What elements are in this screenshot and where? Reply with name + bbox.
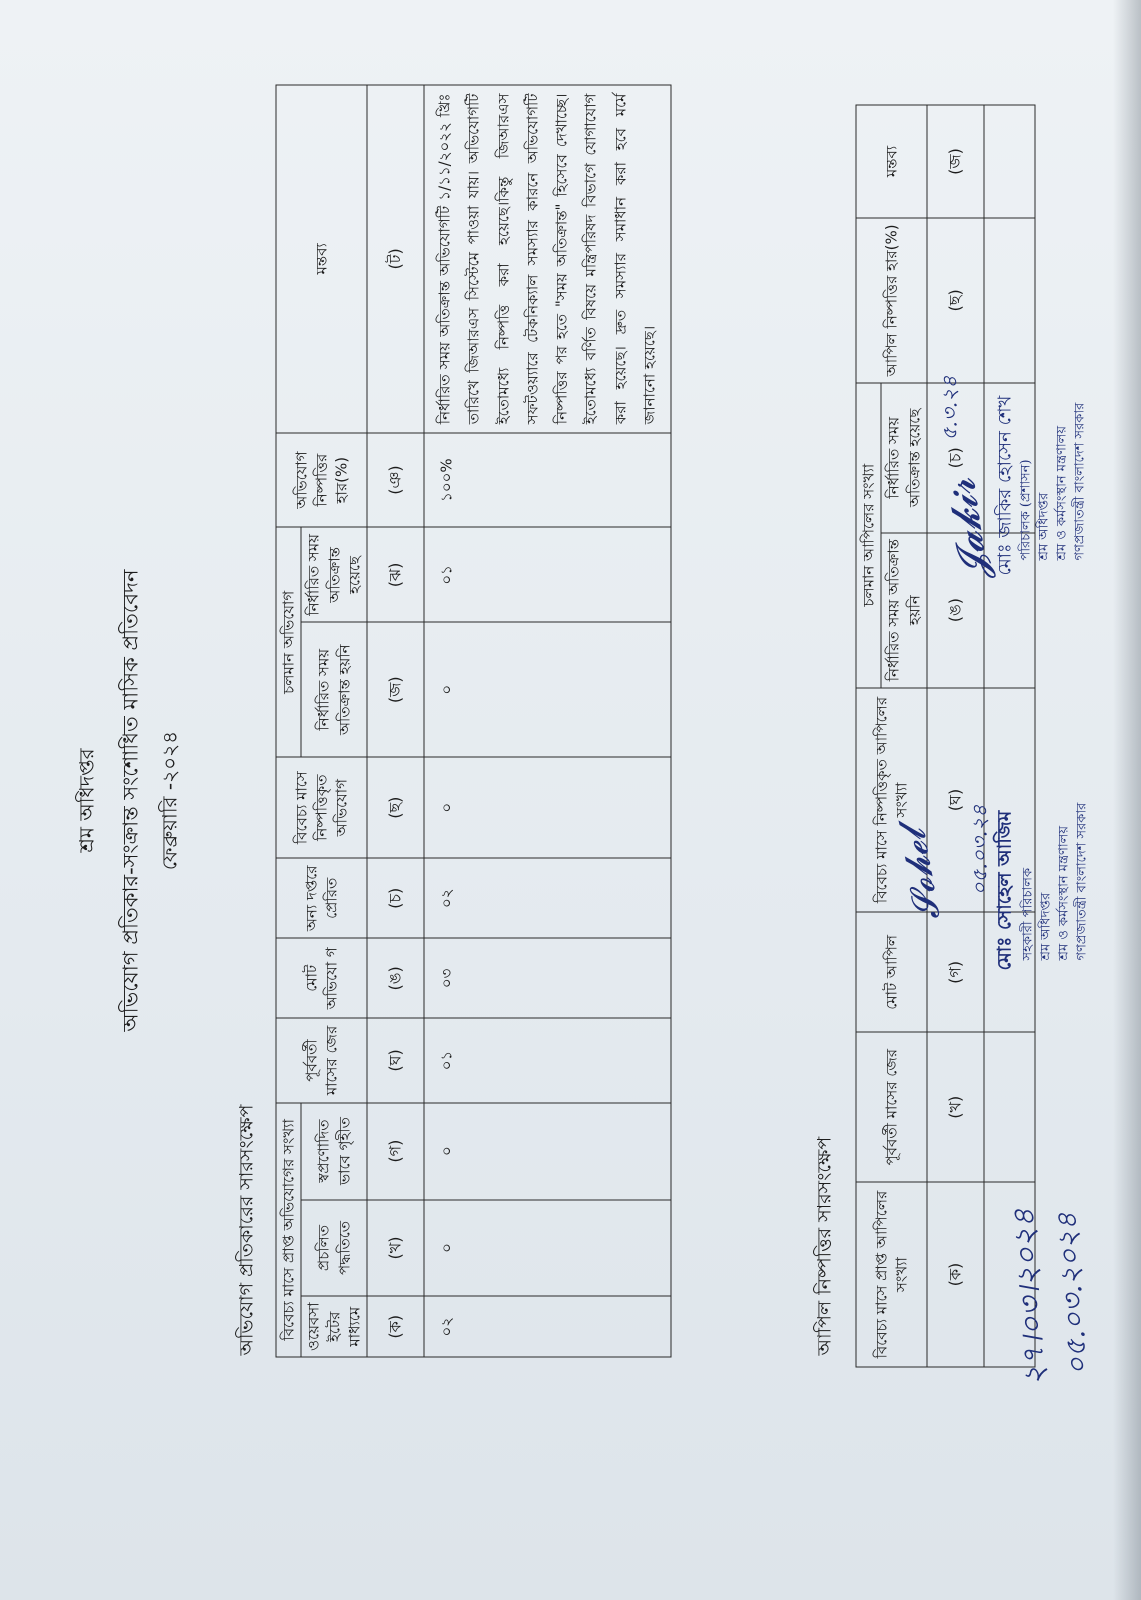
value-prev-month: ০১ — [424, 1018, 671, 1102]
handwritten-date-2: ০৫.০৩.২০২৪ — [1049, 1210, 1094, 1377]
signature-scribble-2: 𝓙𝓪𝓴𝓲𝓻 — [938, 475, 996, 583]
header-remarks: মন্তব্য — [856, 105, 927, 218]
header-prev-month: পূর্ববর্তী মাসের জের — [276, 1018, 367, 1102]
letter-cell: (ক) — [367, 1296, 424, 1357]
signatory-govt-1: গণপ্রজাতন্ত্রী বাংলাদেশ সরকার — [1074, 802, 1089, 960]
header-exceeded: নির্ধারিত সময় অতিক্রান্ত হয়েছে — [301, 527, 367, 622]
header-exceeded: নির্ধারিত সময় অতিক্রান্ত হয়েছে — [881, 382, 927, 532]
value-forwarded: ০২ — [424, 858, 671, 938]
department-heading: শ্রম অধিদপ্তর — [74, 747, 98, 853]
letter-cell: (ছ) — [367, 757, 424, 858]
header-rate: আপিল নিষ্পত্তির হার(%) — [856, 217, 927, 382]
header-received: বিবেচ্য মাসে প্রাপ্ত অভিযোগের সংখ্যা — [276, 1102, 301, 1356]
header-rate: অভিযোগ নিষ্পত্তির হার(%) — [276, 432, 367, 527]
letter-cell: (জ) — [367, 622, 424, 757]
header-ongoing: চলমান অভিযোগ — [276, 527, 301, 757]
value-traditional: ০ — [424, 1199, 671, 1296]
complaint-summary-table — [275, 84, 671, 1357]
letter-cell: (ঙ) — [367, 938, 424, 1018]
header-resolved: বিবেচ্য মাসে নিষ্পত্তিকৃত অভিযোগ — [276, 757, 367, 858]
letter-cell: (খ) — [926, 1032, 983, 1182]
header-remarks: মন্তব্য — [276, 85, 367, 433]
signatory-office-1: শ্রম অধিদপ্তর — [1038, 892, 1053, 960]
signatory-govt-2: গণপ্রজাতন্ত্রী বাংলাদেশ সরকার — [1072, 402, 1087, 560]
header-total: মোট আপিল — [856, 912, 927, 1032]
table-row — [424, 85, 671, 1357]
handwritten-date-1: ২৭।০৩।২০২৪ — [1005, 1206, 1054, 1387]
header-traditional: প্রচলিত পদ্ধতিতে — [301, 1199, 367, 1296]
letter-cell: (চ) — [926, 382, 983, 532]
letter-cell: (খ) — [367, 1199, 424, 1296]
value-remark: নির্ধারিত সময় অতিক্রান্ত অভিযোগটি ১/১১/২০২২ খ্রিঃ তারিখে জিআরএস সিস্টেমে পাওয়া যায়। অভিযোগটি ইতোমধ্যে নিষ্পত্তি করা হয়েছে।কিন্তু জিআরএস সফটওয়্যারে টেকনিক্যাল সমস্যার কারনে অভিযোগটি নিষ্পত্তির পর হতে "সময় অতিক্রান্ত" হিসেবে দেখাচ্ছে। ইতোমধ্যে বর্ণিত বিষয়ে মন্ত্রিপরিষদ বিভাগে যোগাযোগ করা হয়েছে। দ্রুত সমস্যার সমাধান করা হবে মর্মে জানানো হয়েছে। — [424, 85, 671, 433]
letter-cell: (ঙ) — [926, 532, 983, 687]
value-not-exceeded: ০ — [424, 622, 671, 757]
appeal-summary-table — [855, 104, 1035, 1367]
column-letter-row — [367, 85, 424, 1357]
value-web: ০২ — [424, 1296, 671, 1357]
letter-cell: (গ) — [926, 912, 983, 1032]
letter-cell: (ক) — [926, 1182, 983, 1367]
letter-cell: (ঘ) — [926, 687, 983, 912]
signature-date-1: ০৫.০৩.২৪ — [967, 804, 991, 895]
signatory-title-2: পরিচালক (প্রশাসন) — [1018, 458, 1033, 560]
header-total: মোট অভিযো গ — [276, 938, 367, 1018]
report-title: অভিযোগ প্রতিকার-সংক্রান্ত সংশোধিত মাসিক প্রতিবেদন — [118, 568, 142, 1032]
signatory-name-1: মোঃ সোহেল আজিম — [993, 810, 1015, 970]
signatory-ministry-1: শ্রম ও কর্মসংস্থান মন্ত্রণালয় — [1056, 825, 1071, 960]
header-suo-moto: স্বপ্রণোদিত ভাবে গৃহীত — [301, 1102, 367, 1199]
value-rate: ১০০% — [424, 432, 671, 527]
empty-cell — [983, 1032, 1034, 1182]
header-prev-month: পূর্ববর্তী মাসের জের — [856, 1032, 927, 1182]
letter-cell: (ঞ) — [367, 432, 424, 527]
letter-cell: (চ) — [367, 858, 424, 938]
header-received: বিবেচ্য মাসে প্রাপ্ত আপিলের সংখ্যা — [856, 1182, 927, 1367]
letter-cell: (ঝ) — [367, 527, 424, 622]
header-not-exceeded: নির্ধারিত সময় অতিক্রান্ত হয়নি — [881, 532, 927, 687]
signatory-title-1: সহকারী পরিচালক — [1020, 867, 1035, 960]
complaint-summary-title: অভিযোগ প্রতিকারের সারসংক্ষেপ — [235, 1103, 257, 1355]
value-suo-moto: ০ — [424, 1102, 671, 1199]
signature-scribble-1: 𝓢𝓸𝓱𝓮𝓵 — [892, 825, 948, 923]
header-web: ওয়েবসা ইটের মাধ্যমে — [301, 1296, 367, 1357]
value-exceeded: ০১ — [424, 527, 671, 622]
letter-cell: (ট) — [367, 85, 424, 433]
header-resolved: বিবেচ্য মাসে নিষ্পত্তিকৃত আপিলের সংখ্যা — [856, 687, 927, 912]
signatory-office-2: শ্রম অধিদপ্তর — [1036, 492, 1051, 560]
signatory-name-2: মোঃ জাকির হোসেন শেখ — [994, 395, 1015, 575]
letter-cell: (জ) — [926, 105, 983, 218]
value-total: ০৩ — [424, 938, 671, 1018]
signature-date-2: ৫.৩.২৪ — [937, 375, 961, 440]
value-resolved: ০ — [424, 757, 671, 858]
header-not-exceeded: নির্ধারিত সময় অতিক্রান্ত হয়নি — [301, 622, 367, 757]
letter-cell: (ছ) — [926, 217, 983, 382]
appeal-summary-title: আপিল নিষ্পত্তির সারসংক্ষেপ — [813, 1136, 835, 1355]
letter-cell: (গ) — [367, 1102, 424, 1199]
signatory-ministry-2: শ্রম ও কর্মসংস্থান মন্ত্রণালয় — [1054, 425, 1069, 560]
table-header-row — [276, 85, 301, 1357]
letter-cell: (ঘ) — [367, 1018, 424, 1102]
report-period: ফেব্রুয়ারি -২০২৪ — [157, 730, 181, 870]
header-forwarded: অন্য দপ্তরে প্রেরিত — [276, 858, 367, 938]
table-header-row — [856, 105, 881, 1367]
column-letter-row — [926, 105, 983, 1367]
header-ongoing: চলমান আপিলের সংখ্যা — [856, 382, 881, 687]
